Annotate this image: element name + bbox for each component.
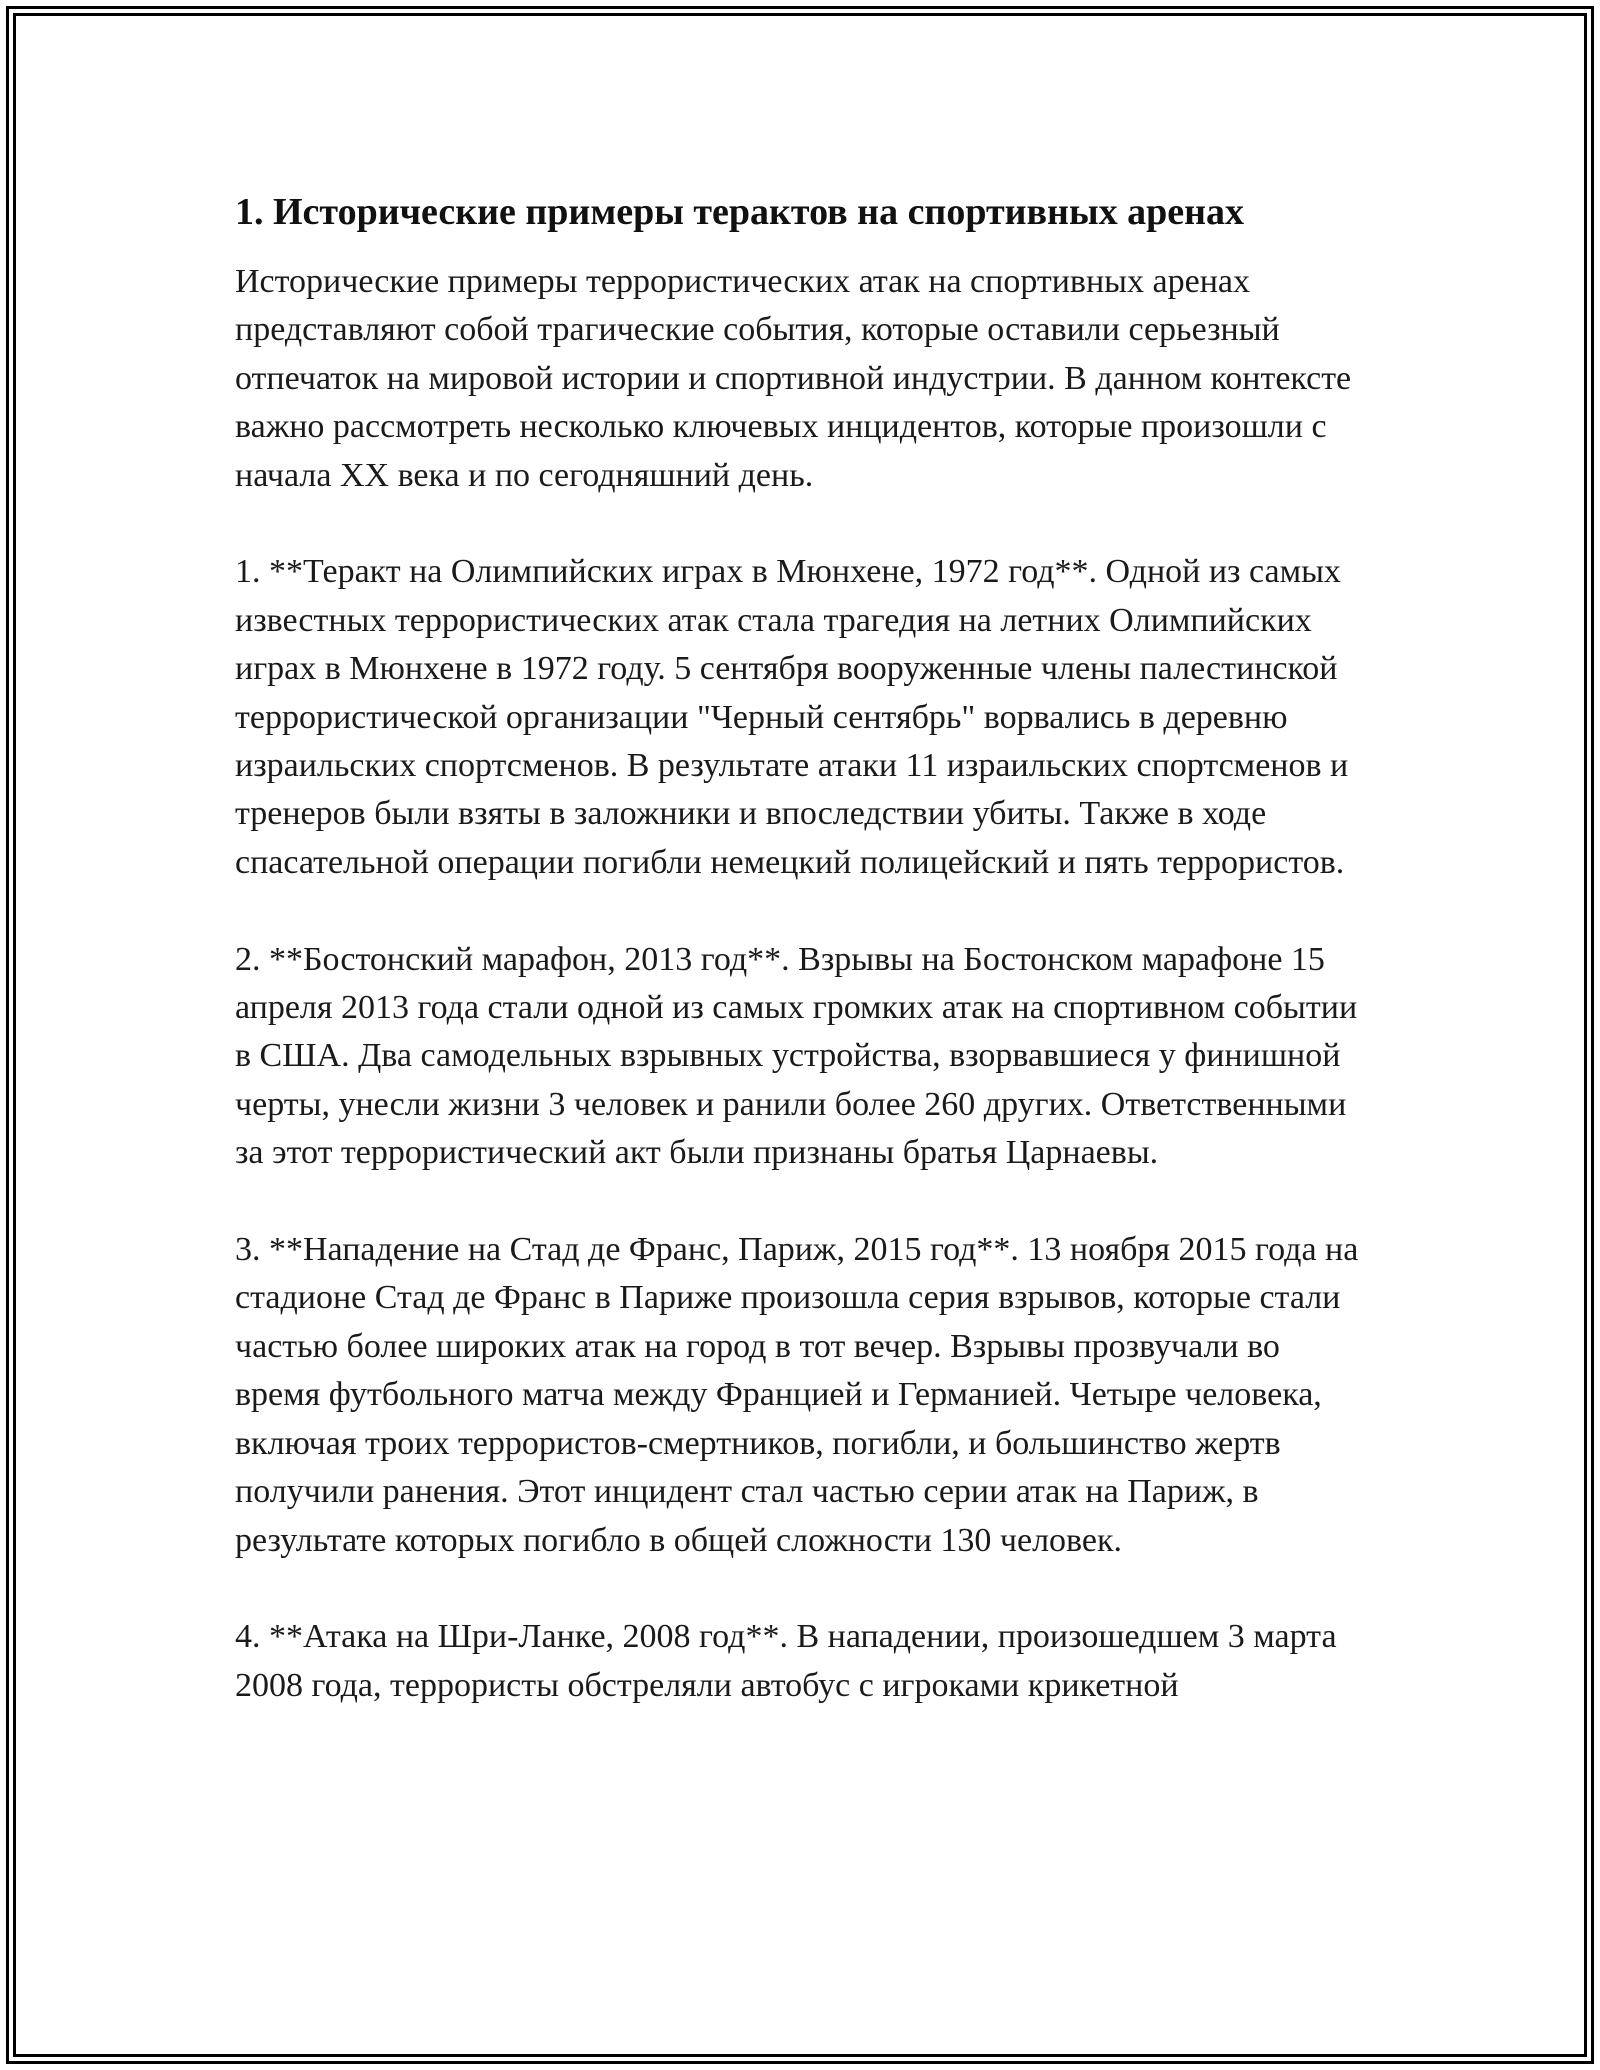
intro-paragraph: Исторические примеры террористических атак на спортивных аренах представляют собой трагические события, которые оставили серьезный отпечаток на мировой истории и спортивной индустрии. В данном контексте важно рассмотреть несколько ключевых инцидентов, которые произошли с начала XX века и по сегодняшний день. — [235, 263, 1352, 494]
section-heading: 1. Исторические примеры терактов на спортивных аренах — [235, 191, 1245, 233]
paragraph-boston-2013: 2. **Бостонский марафон, 2013 год**. Взрывы на Бостонском марафоне 15 апреля 2013 года стали одной из самых громких атак на спортивном событии в США. Два самодельных взрывных устройства, взорвавшиеся у финишной черты, унесли жизни 3 человек и ранили более 260 других. Ответственными за этот террористический акт были признаны братья Царнаевы. — [235, 940, 1358, 1172]
paragraph-munich-1972: 1. **Теракт на Олимпийских играх в Мюнхене, 1972 год**. Одной из самых известных террористических атак стала трагедия на летних Олимпийских играх в Мюнхене в 1972 году. 5 сентября вооруженные члены палестинской террористической организации "Черный сентябрь" ворвались в деревню израильских спортсменов. В результате атаки 11 израильских спортсменов и тренеров были взяты в заложники и впоследствии убиты. Также в ходе спасательной операции погибли немецкий полицейский и пять террористов. — [235, 553, 1349, 881]
document-body — [235, 186, 1370, 1759]
paragraph-sri-lanka-2008: 4. **Атака на Шри-Ланке, 2008 год**. В нападении, произошедшем 3 марта 2008 года, террористы обстреляли автобус с игроками крикетной — [235, 1618, 1337, 1704]
paragraph-stade-de-france-2015: 3. **Нападение на Стад де Франс, Париж, 2015 год**. 13 ноября 2015 года на стадионе Стад де Франс в Париже произошла серия взрывов, которые стали частью более широких атак на город в тот вечер. Взрывы прозвучали во время футбольного матча между Францией и Германией. Четыре человека, включая троих террористов-смертников, погибли, и большинство жертв получили ранения. Этот инцидент стал частью серии атак на Париж, в результате которых погибло в общей сложности 130 человек. — [235, 1231, 1359, 1559]
